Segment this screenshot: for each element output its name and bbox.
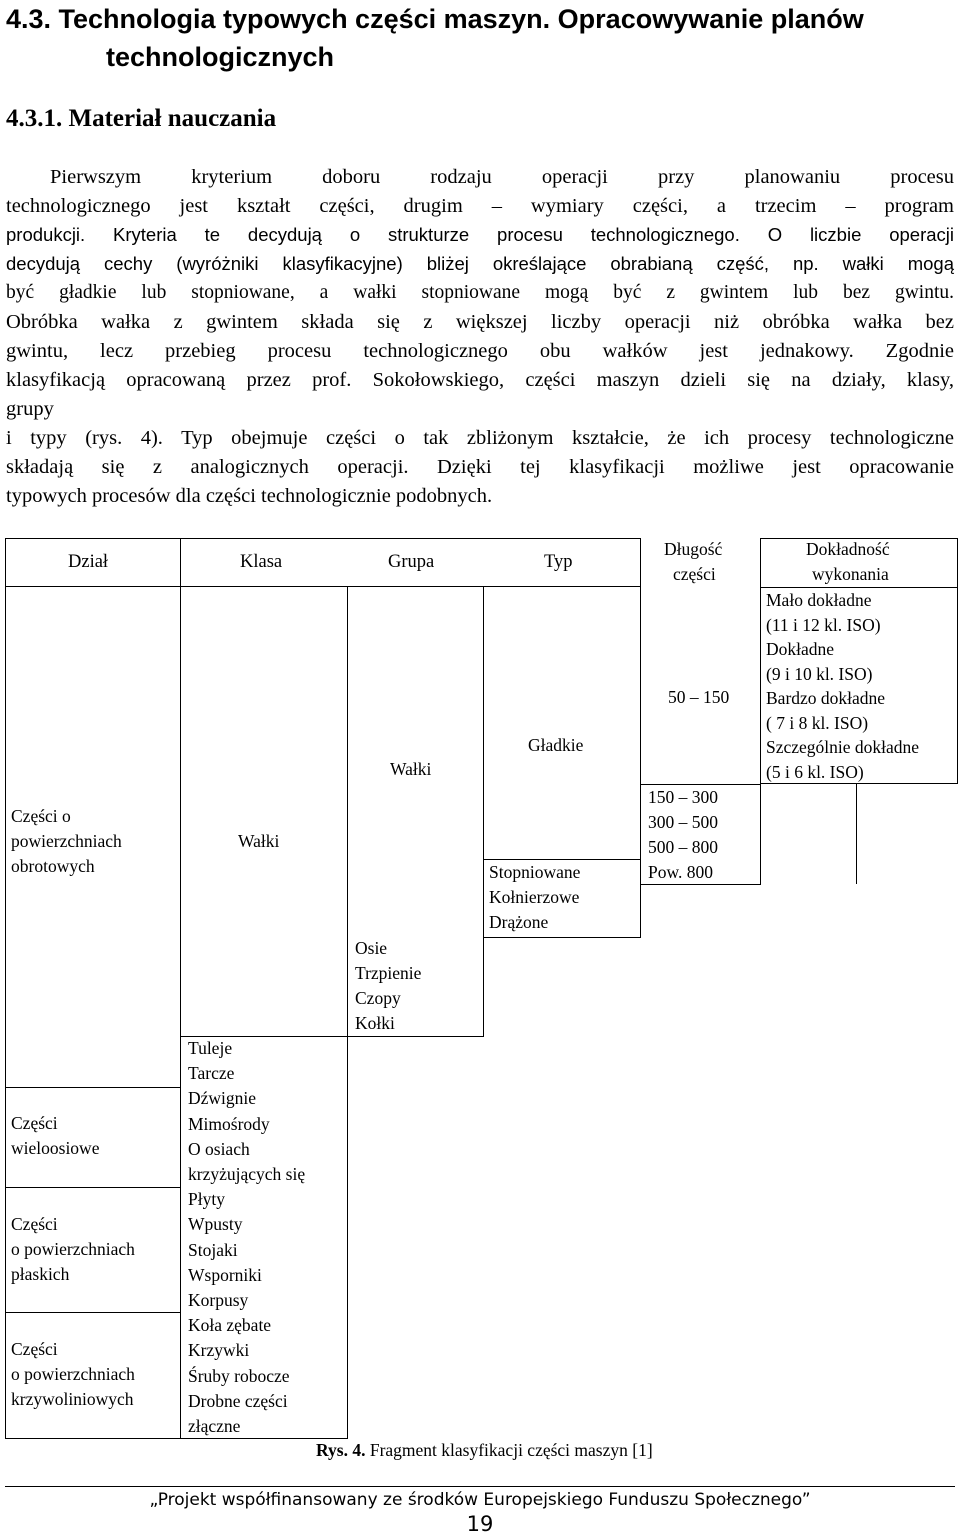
dlugosc-main: 50 – 150 (668, 687, 730, 707)
dokladnosc-item: (9 i 10 kl. ISO) (766, 663, 873, 684)
footer-text: „Projekt współfinansowany ze środków Europejskiego Funduszu Społecznego” (149, 1490, 811, 1510)
subsection-title: 4.3.1. Materiał nauczania (6, 105, 277, 132)
paragraph-line: klasyfikacją opracowaną przez prof. Sokołowskiego, części maszyn dzieli się na działy, klasy, (6, 369, 954, 391)
header-dzial: Dział (68, 552, 109, 572)
dzial-plaskie-line: Części (11, 1214, 58, 1234)
grupa-item: Kołki (355, 1013, 395, 1033)
typ-item: Kołnierzowe (489, 887, 580, 907)
paragraph-line: i typy (rys. 4). Typ obejmuje części o tak zbliżonym kształcie, że ich procesy technologiczne (6, 427, 954, 449)
klasa-item: Śruby robocze (188, 1365, 290, 1386)
section-title-line2: technologicznych (106, 42, 335, 72)
typ-divider (483, 586, 484, 859)
klasa-item: Korpusy (188, 1290, 249, 1310)
frame-bottom-line (5, 1438, 181, 1439)
dzial-divider (180, 538, 181, 1438)
dzial-obrotowe-line: obrotowych (11, 856, 95, 876)
grupa-box-bottom (348, 1036, 484, 1037)
paragraph-line: gwintu, lecz przebieg procesu technologicznego obu wałków jest jednakowy. Zgodnie (6, 340, 954, 362)
footer-project-text: Projekt współfinansowany ze środków Europejskiego Funduszu Społecznego (157, 1490, 802, 1510)
klasa-item: Dźwignie (188, 1088, 257, 1109)
klasa-item: Koła zębate (188, 1315, 272, 1336)
klasa-item: Tarcze (188, 1063, 235, 1084)
figure-caption (316, 1438, 653, 1463)
figure-caption-text: Fragment klasyfikacji części maszyn [1] (365, 1440, 653, 1460)
header-dlugosc-line1: Długość (664, 539, 723, 559)
dlugosc-divider (640, 538, 641, 860)
typ-gladkie: Gładkie (528, 735, 584, 755)
dokl-left-line (760, 538, 761, 784)
frame-left-line (5, 538, 6, 1438)
paragraph-line: grupy (6, 398, 54, 420)
paragraph-line: produkcji. Kryteria te decydują o strukturze procesu technologicznego. O liczbie operacji (6, 224, 954, 245)
dokladnosc-item: (5 i 6 kl. ISO) (766, 761, 864, 782)
klasa-box-right (347, 1036, 348, 1439)
paragraph-line: typowych procesów dla części technologicznie podobnych. (6, 485, 493, 507)
paragraph-line: Pierwszym kryterium doboru rodzaju operacji przy planowaniu procesu (50, 166, 954, 188)
klasa-item: Wpusty (188, 1214, 243, 1235)
klasa-item: Tuleje (188, 1038, 233, 1058)
header-klasa: Klasa (240, 552, 283, 572)
dzial-sep-3 (5, 1312, 181, 1313)
dzial-sep-2 (5, 1187, 181, 1188)
dokladnosc-item: Mało dokładne (766, 590, 872, 610)
klasa-item: krzyżujących się (188, 1164, 306, 1184)
typ-box-right (640, 859, 641, 938)
page-number: 19 (466, 1512, 494, 1536)
grupa-item: Trzpienie (355, 963, 422, 983)
figure-caption-label: Rys. 4. (316, 1440, 366, 1460)
footer-rule (5, 1486, 955, 1487)
header-bottom-line (5, 586, 641, 587)
klasa-item: Drobne części (188, 1390, 288, 1411)
header-grupa: Grupa (388, 552, 435, 572)
dzial-plaskie-line: o powierzchniach (11, 1239, 135, 1259)
frame-top-line (5, 538, 641, 539)
dzial-krzywoliniowe-line: Części (11, 1339, 58, 1359)
dokladnosc-item: Szczególnie dokładne (766, 737, 920, 757)
dokl-tail-line (856, 784, 857, 884)
dlugosc-item: Pow. 800 (648, 862, 713, 882)
klasa-item: Krzywki (188, 1340, 250, 1361)
klasa-item: O osiach (188, 1138, 250, 1159)
paragraph-line: być gładkie lub stopniowane, a wałki stopniowane mogą być z gwintem lub bez gwintu. (6, 282, 954, 303)
paragraph-line: składają się z analogicznych operacji. Dzięki tej klasyfikacji możliwe jest opracowanie (6, 456, 954, 478)
klasa-item: złączne (188, 1416, 241, 1436)
section-title (6, 0, 864, 76)
dokladnosc-item: Dokładne (766, 639, 835, 659)
dokladnosc-item: (11 i 12 kl. ISO) (766, 614, 881, 635)
paragraph-line: decydują cechy (wyróżniki klasyfikacyjne) bliżej określające obrabianą część, np. wałki mogą (6, 253, 954, 274)
dzial-obrotowe-line: Części o (11, 806, 71, 826)
dlugosc-item: 150 – 300 (648, 787, 718, 807)
dzial-sep-1 (5, 1087, 181, 1088)
dlugosc-box-right (760, 784, 761, 885)
klasa-walki: Wałki (238, 831, 280, 851)
grupa-walki: Wałki (390, 759, 432, 779)
dokl-right-line (957, 538, 958, 784)
klasa-item: Wsporniki (188, 1264, 262, 1285)
dzial-krzywoliniowe-line: o powierzchniach (11, 1364, 135, 1384)
grupa-divider (347, 586, 348, 1036)
grupa-item: Czopy (355, 988, 401, 1008)
dlugosc-item: 500 – 800 (648, 837, 718, 857)
dokladnosc-item: Bardzo dokładne (766, 688, 886, 708)
dzial-krzywoliniowe-line: krzywoliniowych (11, 1389, 134, 1409)
typ-box-bottom (483, 937, 641, 938)
grupa-item: Osie (355, 938, 388, 958)
dlugosc-item: 300 – 500 (648, 812, 718, 832)
typ-item: Stopniowane (489, 862, 581, 882)
paragraph-line: Obróbka wałka z gwintem składa się z większej liczby operacji niż obróbka wałka bez (6, 311, 954, 333)
dzial-obrotowe-line: powierzchniach (11, 831, 122, 851)
header-dokladnosc-line1: Dokładność (806, 539, 890, 559)
dzial-wieloosiowe-line: Części (11, 1113, 58, 1133)
dokladnosc-item: ( 7 i 8 kl. ISO) (766, 712, 869, 733)
header-dlugosc-line2: części (673, 564, 716, 584)
header-typ: Typ (544, 552, 573, 572)
klasa-item: Mimośrody (188, 1113, 270, 1134)
dzial-wieloosiowe-line: wieloosiowe (11, 1138, 100, 1158)
dzial-plaskie-line: płaskich (11, 1264, 70, 1284)
header-dokladnosc-line2: wykonania (812, 564, 889, 584)
grupa-box-right (483, 859, 484, 1037)
typ-item: Drążone (489, 912, 549, 932)
paragraph-line: technologicznego jest kształt części, drugim – wymiary części, a trzecim – program (6, 195, 954, 217)
klasa-item: Płyty (188, 1189, 225, 1210)
klasa-item: Stojaki (188, 1239, 238, 1260)
section-title-line1: 4.3. Technologia typowych części maszyn. Opracowywanie planów (6, 4, 864, 34)
